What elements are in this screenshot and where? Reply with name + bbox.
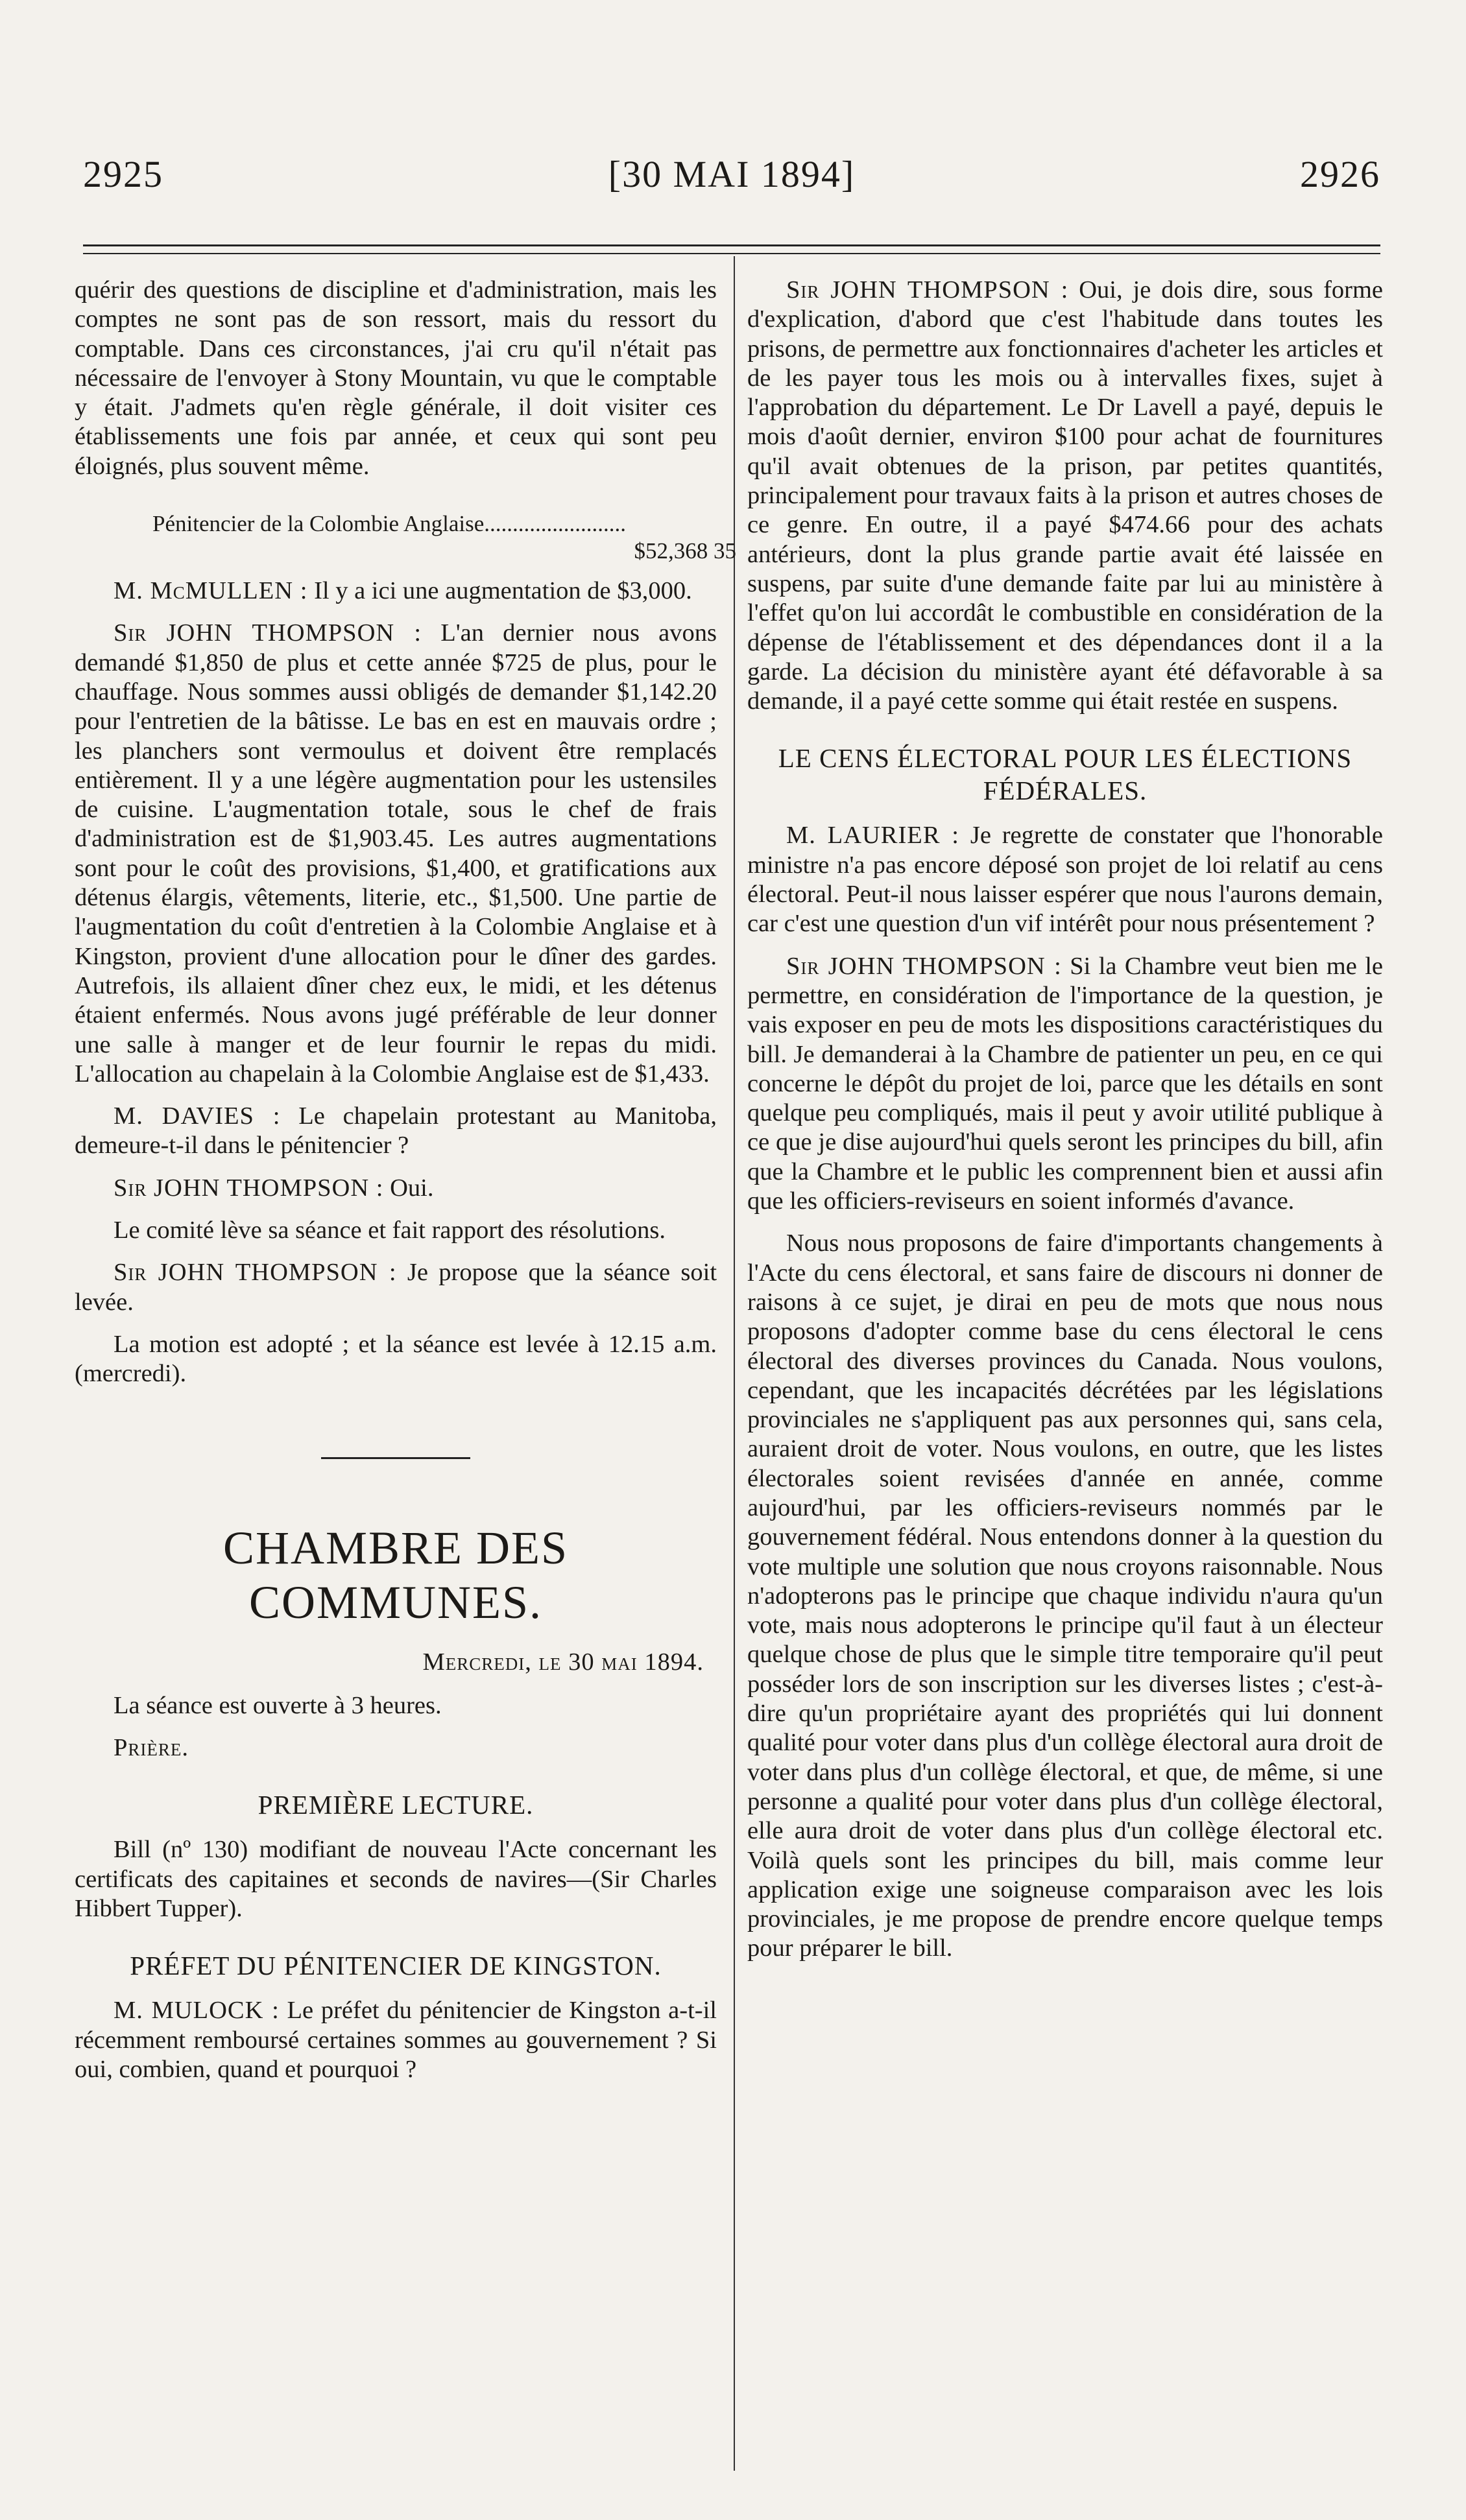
speaker-name: M. McMULLEN : (114, 577, 308, 605)
speaker-name: Sir JOHN THOMPSON : (786, 952, 1062, 980)
speech-text: Le chapelain protestant au Manitoba, demeure-t-il dans le pénitencier ? (75, 1102, 717, 1159)
paragraph: Bill (nº 130) modifiant de nouveau l'Acte concernant les certificats des capitaines et seconds de navires—(Sir Charles Hibbert Tupper). (75, 1836, 717, 1922)
paragraph: La motion est adopté ; et la séance est levée à 12.15 a.m. (mercredi). (75, 1330, 717, 1388)
page-number-left: 2925 (83, 153, 163, 195)
speech-text: L'an dernier nous avons demandé $1,850 de plus et cette année $725 de plus, pour le chauffage. Nous sommes aussi obligés de demander $1,142.20 pour l'entretien de la bâtisse. Le bas en est en mauvais ordre ; les planchers sont vermoulus et doivent être remplacés entièrement. Il y a une légère augmentation pour les ustensiles de cuisine. L'augmentation totale, sous le chef de frais d'administration est de $1,903.45. Les autres augmentations sont pour le coût des provisions, $1,400, et gratifications aux détenus élargis, vêtements, literie, etc., $1,500. Une partie de l'augmentation du coût d'entretien à la Colombie Anglaise et à Kingston, provient d'une allocation pour le dîner des gardes. Autrefois, ils allaient dîner chez eux, le midi, et les détenus étaient enfermés. Nous avons jugé préférable de leur donner une salle à manger et de leur fournir le repas du midi. L'allocation au chapelain à la Colombie Anglaise est de $1,433. (75, 619, 717, 1088)
sitting-date: Mercredi, le 30 mai 1894. (422, 1648, 704, 1676)
speaker-name: M. LAURIER : (786, 822, 960, 850)
speaker-name: Sir JOHN THOMPSON : (786, 276, 1069, 303)
speech-text: Le préfet du pénitencier de Kingston a-t-il récemment remboursé certaines sommes au gouvernement ? Si oui, combien, quand et pourquoi ? (75, 1997, 717, 2083)
speaker-name: Sir JOHN THOMPSON : (114, 619, 422, 647)
page-number-right: 2926 (1300, 153, 1380, 195)
paragraph (75, 577, 717, 606)
page-header (83, 152, 1380, 211)
prayer-label: Prière. (114, 1734, 189, 1762)
paragraph (747, 821, 1383, 938)
paragraph (75, 619, 717, 1089)
speech-text: Oui. (390, 1174, 434, 1202)
paragraph: La séance est ouverte à 3 heures. (114, 1691, 442, 1719)
budget-item (152, 510, 736, 565)
paragraph (747, 276, 1383, 716)
section-title-prefet: PRÉFET DU PÉNITENCIER DE KINGSTON. (130, 1951, 662, 1981)
paragraph (75, 1258, 717, 1317)
budget-item-amount: $52,368 35 (634, 538, 736, 564)
paragraph (747, 952, 1383, 1217)
speech-text: Il y a ici une augmentation de $3,000. (314, 577, 692, 605)
paragraph (75, 1996, 717, 2084)
speaker-name: Sir JOHN THOMPSON : (114, 1174, 384, 1202)
header-rule-top (83, 244, 1380, 246)
section-title-cens: LE CENS ÉLECTORAL POUR LES ÉLECTIONS FÉDÉRALES. (778, 743, 1352, 806)
section-title-first-reading: PREMIÈRE LECTURE. (258, 1790, 534, 1820)
section-divider (321, 1457, 470, 1459)
paragraph: quérir des questions de discipline et d'administration, mais les comptes ne sont pas de son ressort, mais du ressort du comptable. Dans ces circonstances, j'ai cru qu'il n'était pas nécessaire de l'envoyer à Stony Mountain, vu que le comptable y était. J'admets qu'en règle générale, il doit visiter ces établissements une fois par année, et ceux qui sont peu éloignés, plus souvent même. (75, 276, 717, 480)
speech-text: Je propose que la séance soit levée. (75, 1259, 717, 1316)
paragraph: Nous nous proposons de faire d'importants changements à l'Acte du cens électoral, et sans faire de discours ni donner de raisons à ce sujet, je dirai en peu de mots que nous nous proposons d'adopter comme base du cens électoral le cens électoral des diverses provinces du Canada. Nous voulons, cependant, que les incapacités décrétées par les législations provinciales ne s'appliquent pas aux personnes qui, sans cela, auraient droit de voter. Nous voulons, en outre, que les listes électorales soient revisées d'année en année, comme aujourd'hui, par les officiers-reviseurs nommés par le gouvernement fédéral. Nous entendons donner à la question du vote multiple une solution que nous croyons raisonnable. Nous n'adopterons pas le principe que chaque individu n'aura qu'un vote, mais nous adopterons le principe qu'il faut à un électeur quelque chose de plus que le simple titre temporaire qu'il peut posséder lors de son inscription sur les diverses listes ; c'est-à-dire qu'un propriétaire ayant des propriétés qui lui donnent qualité pour voter dans plus d'un collège électoral aura droit de voter dans plus d'un collège électoral, et que, de même, si une personne a qualité pour voter dans plus d'un collège électoral, elle aura droit de voter dans plus d'un collège électoral etc. Voilà quels sont les principes du bill, mais comme leur application exige une soigneuse comparaison avec les lois provinciales, je me propose de prendre encore quelque temps pour préparer le bill. (747, 1230, 1383, 1962)
speech-text: Si la Chambre veut bien me le permettre, en considération de l'importance de la question, je vais exposer en peu de mots les dispositions caractéristiques du bill. Je demanderai à la Chambre de patienter un peu, en ce qui concerne le dépôt du projet de loi, parce que les détails en sont quelque peu compliqués, mais il peut y avoir utilité publique à ce que je dise aujourd'hui quels seront les principes du bill, afin que la Chambre et le public les comprennent bien et aussi afin que les officiers-reviseurs en soient informés d'avance. (747, 952, 1384, 1215)
left-column (75, 276, 736, 2097)
speech-text: Je regrette de constater que l'honorable ministre n'a pas encore déposé son projet de loi relatif au cens électoral. Peut-il nous laisser espérer que nous l'aurons demain, car c'est une question d'un vif intérêt pour nous présentement ? (747, 822, 1384, 938)
speech-text: Oui, je dois dire, sous forme d'explication, d'abord que c'est l'habitude dans toutes les prisons, de permettre aux fonctionnaires d'acheter les articles et de les payer tous les mois ou à intervalles fixes, sujet à l'approbation du département. Le Dr Lavell a payé, depuis le mois d'août dernier, environ $100 pour achat de fournitures qu'il avait obtenues de la prison, par petites quantités, principalement pour travaux faits à la prison et autres choses de ce genre. En outre, il a payé $474.66 pour des achats antérieurs, dont la plus grande partie avait été laissée en suspens, par suite d'une demande faite par lui au ministère à l'effet qu'on lui accordât le combustible en considération de la dépense de l'établissement et des dépendances dont il a la garde. La décision du ministère ayant été défavorable à sa demande, il a payé cette somme qui était restée en suspens. (747, 276, 1384, 715)
speaker-name: Sir JOHN THOMPSON : (114, 1259, 397, 1287)
chamber-title: CHAMBRE DES COMMUNES. (222, 1521, 569, 1628)
speaker-name: M. MULOCK : (114, 1997, 280, 2025)
header-date: [30 MAI 1894] (608, 153, 856, 195)
speaker-name: M. DAVIES : (114, 1102, 281, 1130)
header-rule-bottom (83, 253, 1380, 254)
paragraph (75, 1174, 717, 1203)
paragraph: Le comité lève sa séance et fait rapport des résolutions. (114, 1217, 666, 1244)
budget-item-label: Pénitencier de la Colombie Anglaise......................... (152, 511, 627, 537)
right-column (747, 276, 1383, 1977)
paragraph (75, 1102, 717, 1161)
column-divider (734, 256, 735, 2471)
